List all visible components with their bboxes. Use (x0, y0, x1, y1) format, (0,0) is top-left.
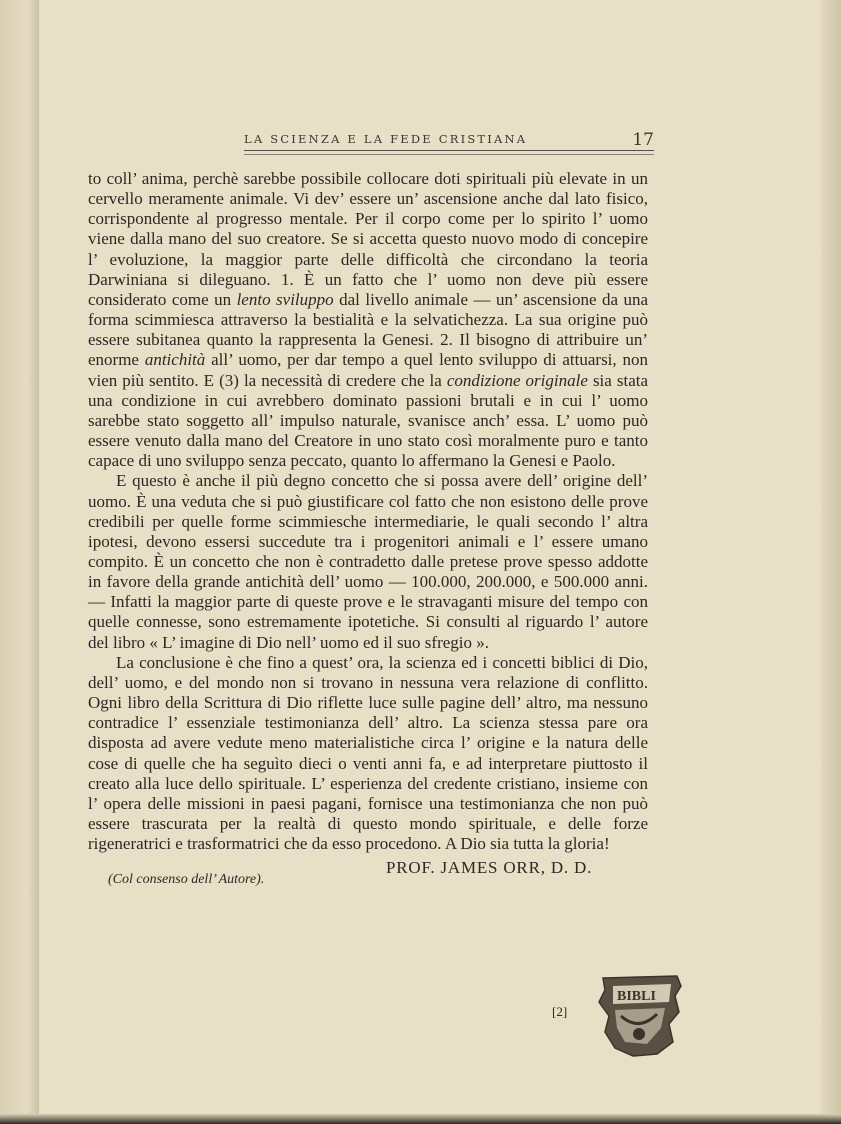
header-rule-thin (244, 154, 654, 155)
running-header (244, 130, 654, 152)
library-stamp-icon (595, 972, 685, 1058)
page-edge-right (821, 0, 841, 1124)
italic-term: condizione originale (446, 370, 588, 390)
author-signature: PROF. JAMES ORR, D. D. (386, 858, 593, 877)
paragraph-2: E questo è anche il più degno concetto che si possa avere dell’ origine dell’ uomo. È una veduta che si può giustificare col fatto che non esistono delle prove credibili per quelle forme scimmiesche intermediarie, le quali secondo l’ altra ipotesi, devono essersi succedute tra i progenitori animali e l’ essere umano compito. È un concetto che non è contradetto dalle pretese prove spesso addotte in favore della grande antichità dell’ uomo — 100.000, 200.000, e 500.000 anni. — Infatti la maggior parte di queste prove e le stravaganti misure del tempo con quelle connesse, sono estremamente ipotetiche. Si consulti al riguardo l’ autore del libro « L’ imagine di Dio nell’ uomo ed il suo sfregio ». (88, 471, 648, 652)
italic-term: lento sviluppo (236, 289, 334, 309)
italic-term: antichità (144, 350, 206, 370)
page-edge-bottom (0, 1114, 841, 1124)
page-number: 17 (632, 130, 654, 150)
signature-mark: [2] (552, 1004, 568, 1019)
page-gutter (0, 0, 39, 1124)
running-title: LA SCIENZA E LA FEDE CRISTIANA (244, 132, 528, 146)
paragraph-1: to coll’ anima, perchè sarebbe possibile collocare doti spirituali più elevate in un cervello meramente animale. Vi dev’ essere un’ ascensione anche dal lato fisico, corrispondente al progresso mentale. Per il corpo come per lo spirito l’ uomo viene dalla mano del suo creatore. Se si accetta questo nuovo modo di concepire l’ evoluzione, la maggior parte delle difficoltà che circondano la teoria Darwiniana si dileguano. 1. È un fatto che l’ uomo non deve più essere considerato come un lento sviluppo dal livello animale — un’ ascensione da una forma scimmiesca attraverso la bestialità e la selvatichezza. La sua origine può essere subitanea quanto la rappresenta la Genesi. 2. Il bisogno di attribuire un’ enorme antichità all’ uomo, per dar tempo a quel lento sviluppo di attuarsi, non vien più sentito. E (3) la necessità di credere che la condizione originale sia stata una condizione in cui avrebbero dominato passioni brutali e in cui l’ uomo sarebbe stato soggetto all’ impulso naturale, svanisce anch’ essa. L’ uomo può essere venuto dalla mano del Creatore in uno stato così moralmente puro e tanto capace di uno sviluppo senza peccato, quanto lo affermano la Genesi e Paolo. (88, 169, 649, 471)
body-text (88, 169, 648, 854)
svg-text:BIBLI: BIBLI (617, 989, 656, 1004)
paragraph-3: La conclusione è che fino a quest’ ora, la scienza ed i concetti biblici di Dio, dell’ uomo, e del mondo non si trovano in nessuna vera relazione di conflitto. Ogni libro della Scrittura di Dio riflette luce sulle pagine dell’ altro, ma nessuno contradice l’ essenziale testimonianza dell’ altro. La scienza stessa pare ora disposta ad avere vedute meno materialistiche circa l’ origine e la natura delle cose di quelle che ha seguìto dieci o venti anni fa, e ad interpretare piuttosto il creato alla luce dello spirituale. L’ esperienza del credente cristiano, insieme con l’ opera delle missioni in paesi pagani, fornisce una testimonianza che non può essere trascurata per la realtà di questo mondo spirituale, e delle forze rigeneratrici e trasformatrici che da esso procedono. A Dio sia tutta la gloria! (88, 652, 648, 854)
header-rule (244, 150, 654, 151)
author-consent-note: (Col consenso dell’ Autore). (108, 872, 265, 887)
